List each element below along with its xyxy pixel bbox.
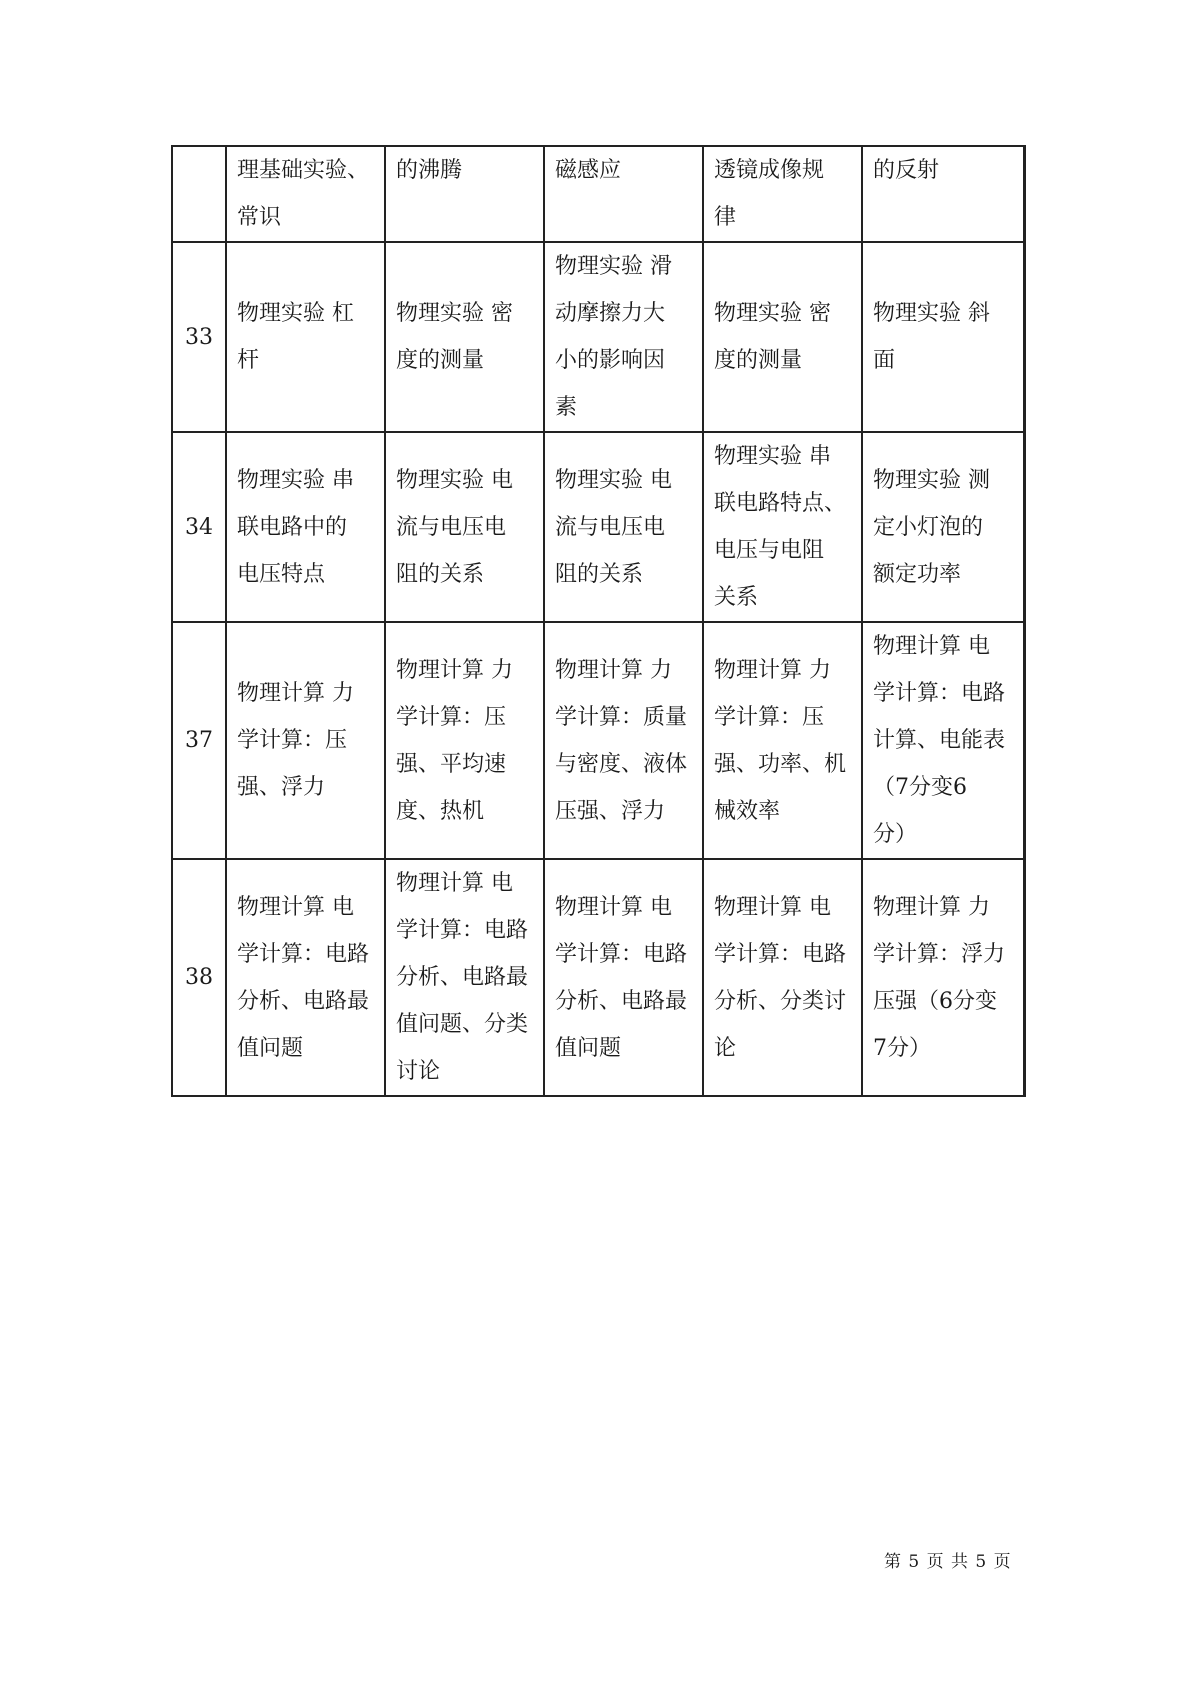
table-cell: 物理计算 力 学计算：浮力 压强（6分变 7分） (862, 859, 1024, 1096)
table-cell: 磁感应 (544, 146, 703, 242)
table-cell: 的沸腾 (385, 146, 544, 242)
table-row (172, 432, 1024, 622)
table-cell: 透镜成像规 律 (703, 146, 862, 242)
table-row (172, 146, 1024, 242)
question-number: 37 (172, 622, 226, 859)
table-cell: 物理实验 串 联电路特点、 电压与电阻 关系 (703, 432, 862, 622)
table-cell: 物理计算 电 学计算：电路 分析、分类讨 论 (703, 859, 862, 1096)
table-cell: 物理实验 串 联电路中的 电压特点 (226, 432, 385, 622)
table-cell: 物理实验 密 度的测量 (703, 242, 862, 432)
table-cell: 物理计算 力 学计算：质量 与密度、液体 压强、浮力 (544, 622, 703, 859)
table-cell: 物理计算 力 学计算：压 强、平均速 度、热机 (385, 622, 544, 859)
table-cell: 理基础实验、 常识 (226, 146, 385, 242)
table-cell: 物理实验 斜 面 (862, 242, 1024, 432)
table-cell: 物理实验 电 流与电压电 阻的关系 (544, 432, 703, 622)
table-cell: 物理计算 电 学计算：电路 分析、电路最 值问题 (544, 859, 703, 1096)
question-number: 33 (172, 242, 226, 432)
table-cell: 物理计算 电 学计算：电路 分析、电路最 值问题 (226, 859, 385, 1096)
table-cell: 物理计算 电 学计算：电路 分析、电路最 值问题、分类 讨论 (385, 859, 544, 1096)
table-row (172, 622, 1024, 859)
table-cell: 物理实验 电 流与电压电 阻的关系 (385, 432, 544, 622)
exam-topic-table (171, 145, 1026, 1097)
question-number: 38 (172, 859, 226, 1096)
question-number (172, 146, 226, 242)
table-cell: 物理实验 密 度的测量 (385, 242, 544, 432)
table-cell: 物理实验 杠 杆 (226, 242, 385, 432)
table-cell: 物理实验 测 定小灯泡的 额定功率 (862, 432, 1024, 622)
table-cell: 物理计算 力 学计算：压 强、浮力 (226, 622, 385, 859)
table-row (172, 859, 1024, 1096)
table-cell: 物理计算 电 学计算：电路 计算、电能表 （7分变6 分） (862, 622, 1024, 859)
page-number-footer: 第 5 页 共 5 页 (884, 1552, 1012, 1572)
table-cell: 物理实验 滑 动摩擦力大 小的影响因 素 (544, 242, 703, 432)
table-row (172, 242, 1024, 432)
table-cell: 的反射 (862, 146, 1024, 242)
question-number: 34 (172, 432, 226, 622)
table-cell: 物理计算 力 学计算：压 强、功率、机 械效率 (703, 622, 862, 859)
